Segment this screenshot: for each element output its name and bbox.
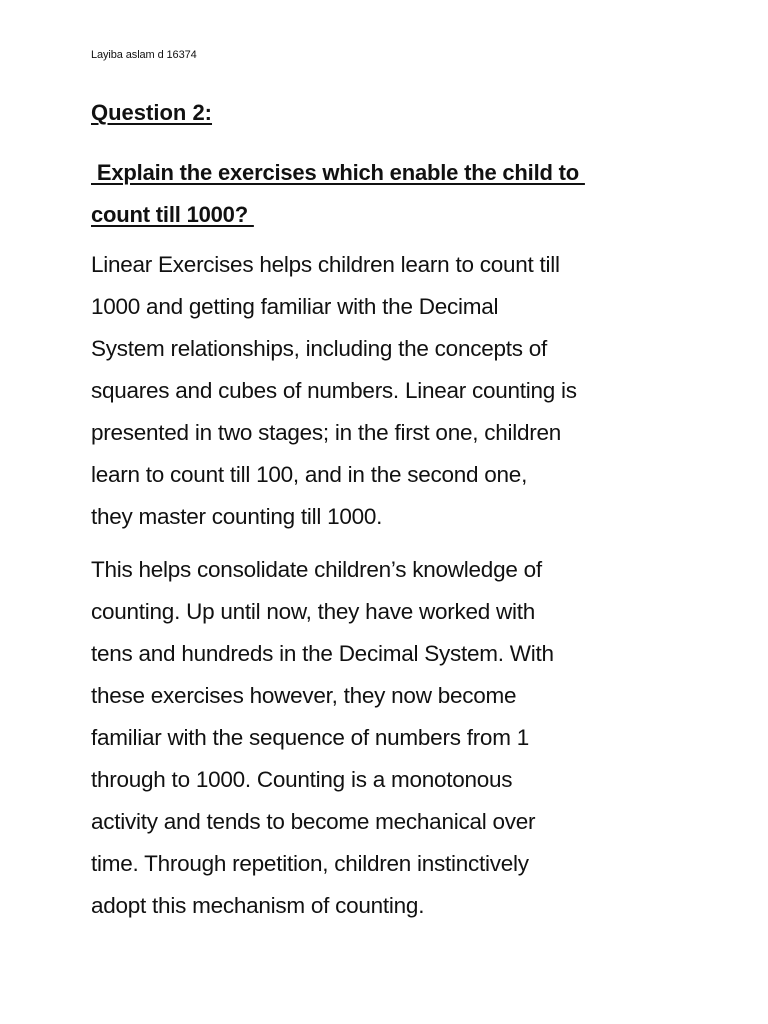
author-line: Layiba aslam d 16374	[91, 49, 197, 61]
paragraph-line: counting. Up until now, they have worked with	[91, 599, 536, 624]
paragraph-line: squares and cubes of numbers. Linear counting is	[91, 378, 577, 403]
paragraph-line: they master counting till 1000.	[91, 504, 383, 529]
paragraph-line: This helps consolidate children’s knowledge of	[91, 557, 542, 582]
paragraph-line: familiar with the sequence of numbers from 1	[91, 725, 529, 750]
paragraph-line: time. Through repetition, children instinctively	[91, 851, 529, 876]
paragraph-consolidate-knowledge	[91, 549, 691, 927]
paragraph-line: tens and hundreds in the Decimal System. With	[91, 641, 554, 666]
prompt-line: Explain the exercises which enable the child to	[91, 160, 585, 185]
paragraph-line: through to 1000. Counting is a monotonous	[91, 767, 513, 792]
prompt-line: count till 1000?	[91, 202, 254, 227]
question-heading: Question 2:	[91, 100, 213, 125]
paragraph-line: 1000 and getting familiar with the Decimal	[91, 294, 499, 319]
paragraph-line: these exercises however, they now become	[91, 683, 517, 708]
paragraph-line: activity and tends to become mechanical over	[91, 809, 536, 834]
paragraph-linear-exercises	[91, 244, 691, 538]
paragraph-line: System relationships, including the concepts of	[91, 336, 548, 361]
paragraph-line: presented in two stages; in the first one, children	[91, 420, 562, 445]
question-prompt	[91, 152, 691, 236]
paragraph-line: adopt this mechanism of counting.	[91, 893, 425, 918]
paragraph-line: Linear Exercises helps children learn to count till	[91, 252, 560, 277]
paragraph-line: learn to count till 100, and in the second one,	[91, 462, 528, 487]
